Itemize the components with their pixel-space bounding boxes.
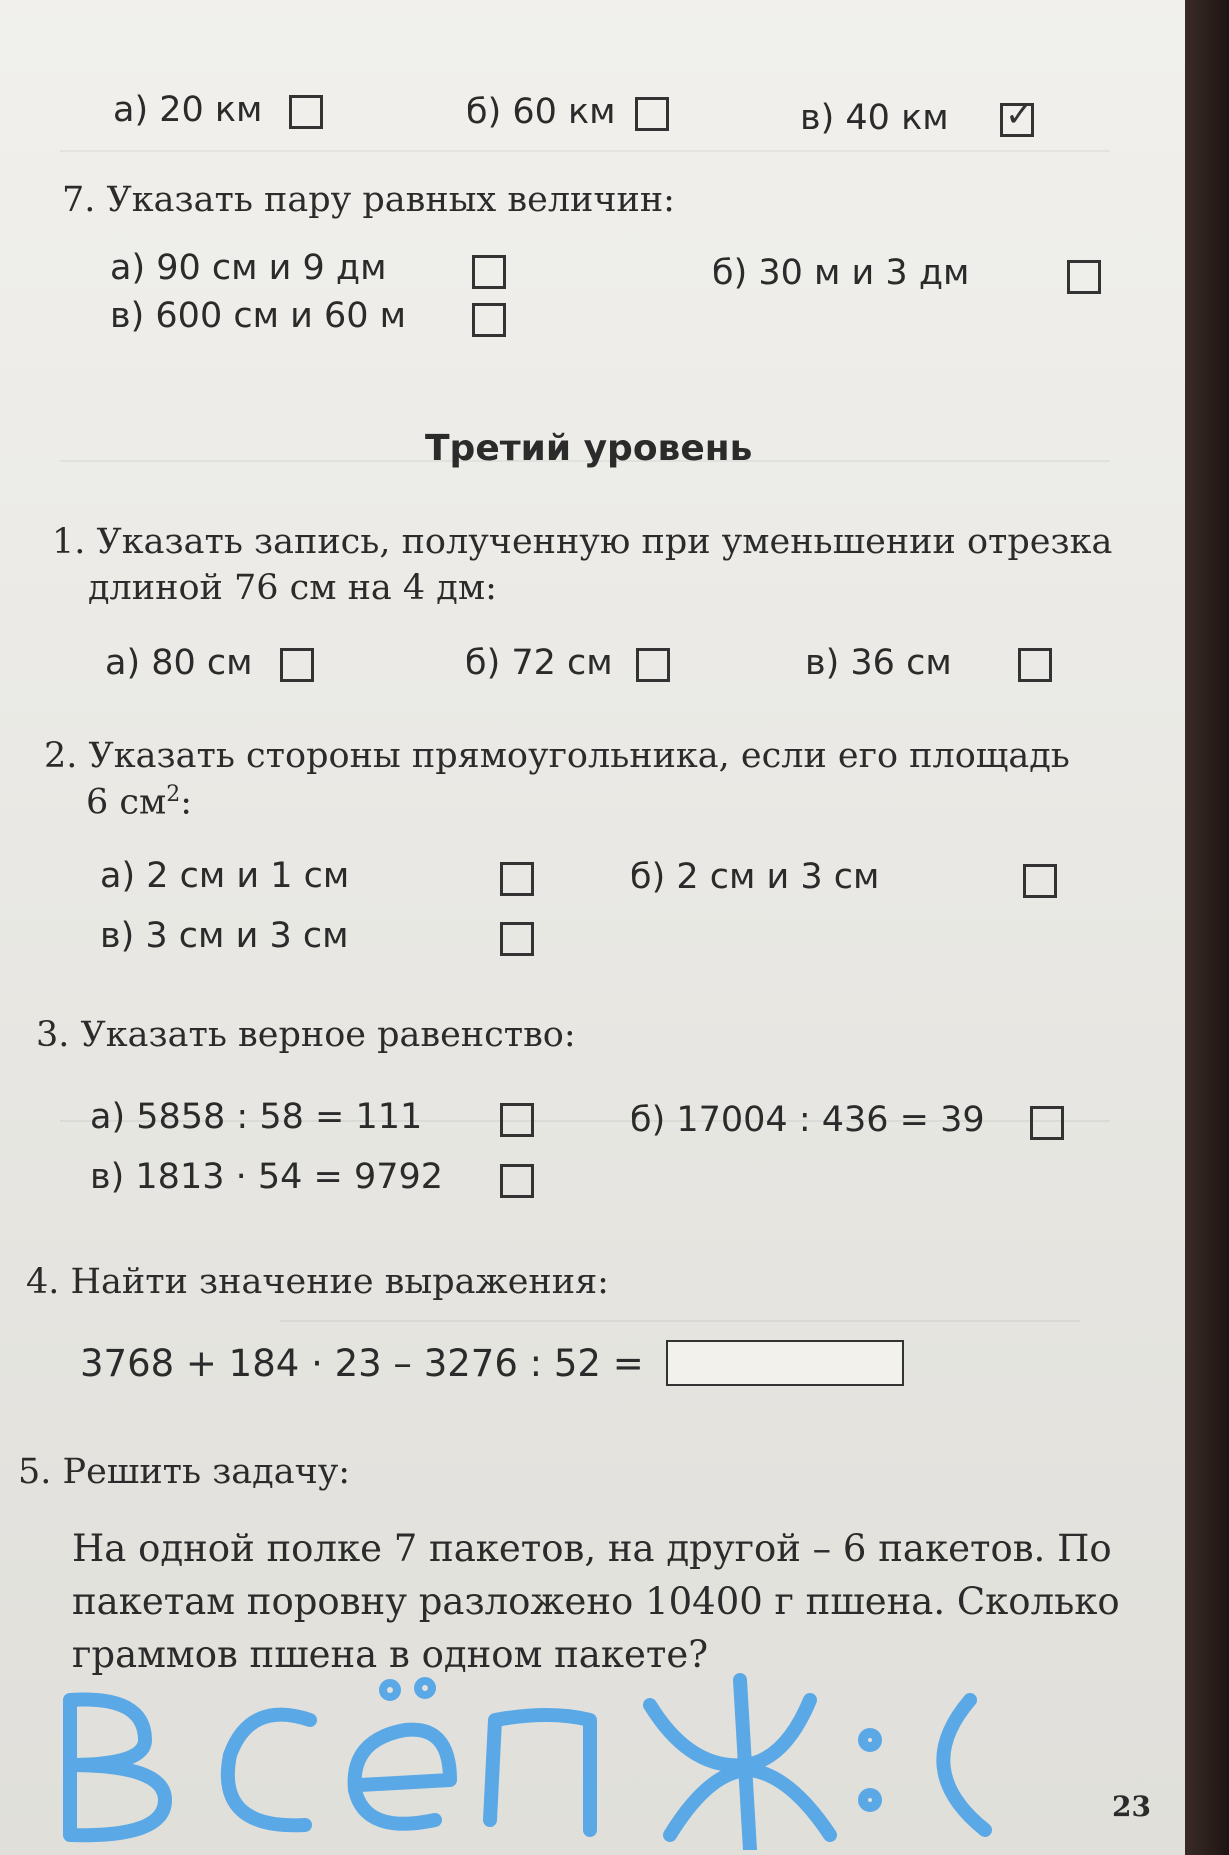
t5-text-line3: граммов пшена в одном пакете? [72, 1633, 709, 1676]
task7-checkbox-b[interactable] [1067, 260, 1101, 294]
task7-option-b: б) 30 м и 3 дм [712, 253, 970, 293]
prev-checkbox-b[interactable] [635, 97, 669, 131]
t2-question-line2 [86, 782, 192, 823]
prev-checkbox-v-checked[interactable] [1000, 95, 1034, 137]
handwriting-scribble [50, 1660, 1030, 1850]
t2-checkbox-v[interactable] [500, 922, 534, 956]
t3-option-a: а) 5858 : 58 = 111 [90, 1097, 423, 1137]
t3-option-v: в) 1813 · 54 = 9792 [90, 1157, 444, 1197]
task7-question: 7. Указать пару равных величин: [62, 180, 675, 220]
page-number: 23 [1112, 1790, 1151, 1823]
t1-question-line1: 1. Указать запись, полученную при уменьшении отрезка [52, 522, 1113, 562]
t3-option-b: б) 17004 : 436 = 39 [630, 1100, 985, 1140]
t2-question-line1: 2. Указать стороны прямоугольника, если его площадь [44, 736, 1070, 776]
task7-option-a: а) 90 см и 9 дм [110, 248, 387, 288]
t4-expression: 3768 + 184 · 23 – 3276 : 52 = [80, 1342, 644, 1385]
task7-option-v: в) 600 см и 60 м [110, 296, 407, 336]
t2-option-v: в) 3 см и 3 см [100, 916, 349, 956]
t1-question-line2: длиной 76 см на 4 дм: [88, 568, 497, 608]
t3-checkbox-b[interactable] [1030, 1106, 1064, 1140]
t1-checkbox-v[interactable] [1018, 648, 1052, 682]
t4-question: 4. Найти значение выражения: [26, 1262, 609, 1302]
t3-checkbox-a[interactable] [500, 1103, 534, 1137]
bleed-grid [280, 1320, 1080, 1322]
task7-checkbox-a[interactable] [472, 255, 506, 289]
task7-checkbox-v[interactable] [472, 303, 506, 337]
prev-option-v: в) 40 км [800, 98, 949, 138]
prev-option-a: а) 20 км [113, 90, 263, 130]
t2-area-exponent: 2 [166, 782, 181, 807]
t1-option-a: а) 80 см [105, 643, 253, 683]
checkmark-icon: ✓ [1005, 95, 1034, 135]
t1-option-b: б) 72 см [465, 643, 613, 683]
bleed-grid [60, 150, 1110, 152]
t2-checkbox-b[interactable] [1023, 864, 1057, 898]
t3-checkbox-v[interactable] [500, 1164, 534, 1198]
book-edge [1185, 0, 1229, 1855]
t1-option-v: в) 36 см [805, 643, 952, 683]
t5-text-line1: На одной полке 7 пакетов, на другой – 6 пакетов. По [72, 1527, 1112, 1570]
t2-area-value: 6 см [86, 782, 167, 823]
t2-colon: : [180, 782, 193, 823]
prev-checkbox-a[interactable] [289, 95, 323, 129]
t2-option-a: а) 2 см и 1 см [100, 856, 350, 896]
t3-question: 3. Указать верное равенство: [36, 1015, 576, 1055]
prev-option-b: б) 60 км [466, 92, 616, 132]
t2-checkbox-a[interactable] [500, 862, 534, 896]
t1-checkbox-a[interactable] [280, 648, 314, 682]
t5-text-line2: пакетам поровну разложено 10400 г пшена. Сколько [72, 1580, 1120, 1623]
section-title: Третий уровень [425, 428, 753, 469]
t2-option-b: б) 2 см и 3 см [630, 857, 880, 897]
t1-checkbox-b[interactable] [636, 648, 670, 682]
t4-answer-field[interactable] [666, 1340, 904, 1386]
t5-question: 5. Решить задачу: [18, 1452, 351, 1492]
